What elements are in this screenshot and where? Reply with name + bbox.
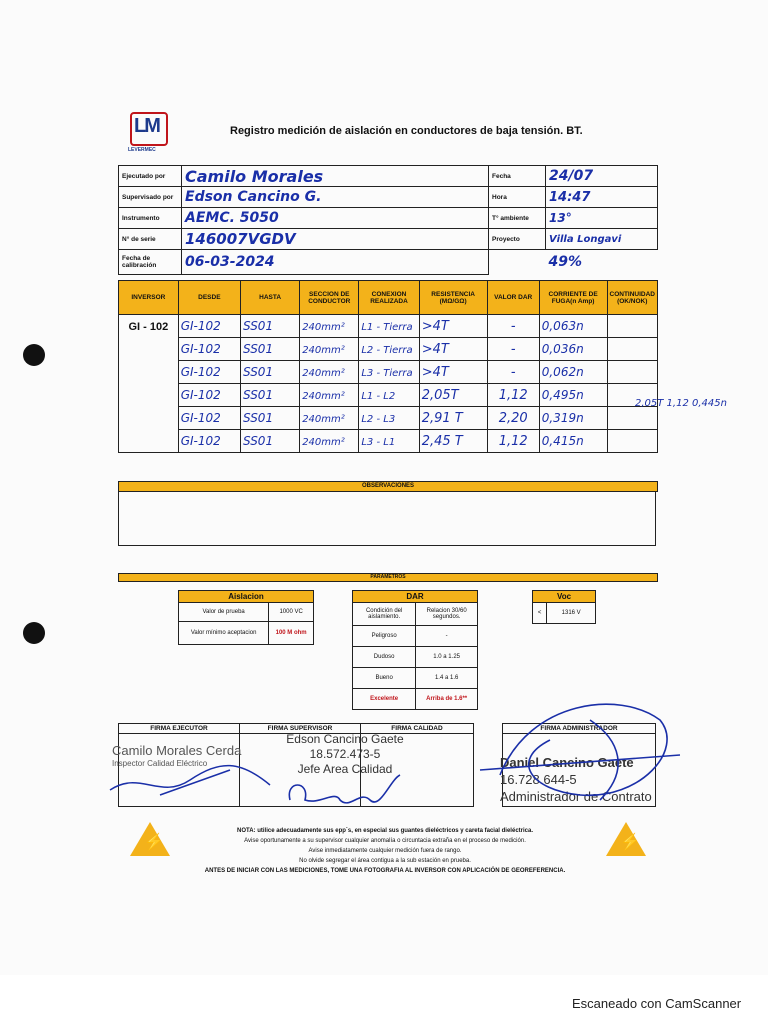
ejecutor-sub: Inspector Calidad Eléctrico <box>112 759 208 768</box>
admin-role: Administrador de Contrato <box>500 789 652 804</box>
seccion-cell: 240mm² <box>302 322 345 333</box>
conexion-cell: L2 - L3 <box>361 414 396 425</box>
hasta-cell: SS01 <box>243 411 274 425</box>
proyecto-value: Villa Longavi <box>549 233 622 245</box>
dar-table <box>352 590 478 710</box>
conexion-cell: L3 - L1 <box>361 437 396 448</box>
measurement-table <box>118 280 658 453</box>
lightning-icon-right: ⚡ <box>620 834 640 851</box>
voc-table <box>532 590 596 624</box>
inversor-cell <box>119 315 179 453</box>
fecha-value: 24/07 <box>549 168 594 184</box>
col-resistencia: RESISTENCIA (MΩ/GΩ) <box>419 281 487 315</box>
fuga-cell: 0,319n <box>541 411 584 425</box>
desde-cell: GI-102 <box>180 342 221 356</box>
supervisado-value: Edson Cancino G. <box>185 189 322 205</box>
supervisado-label: Supervisado por <box>119 187 182 208</box>
conexion-cell: L1 - L2 <box>361 391 396 402</box>
col-desde: DESDE <box>178 281 240 315</box>
col-hasta: HASTA <box>241 281 300 315</box>
observaciones-title: OBSERVACIONES <box>118 481 658 492</box>
dar-cell: 2,20 <box>498 411 528 426</box>
ejecutor-name: Camilo Morales Cerda <box>112 743 242 758</box>
desde-cell: GI-102 <box>180 434 221 448</box>
ejecutor-signature <box>100 740 300 810</box>
table-row <box>119 315 658 338</box>
aislacion-label: Valor mínimo aceptacion <box>179 622 269 645</box>
col-continuidad: CONTINUIDAD (OK/NOK) <box>607 281 658 315</box>
col-conexion: CONEXION REALIZADA <box>359 281 419 315</box>
desde-cell: GI-102 <box>180 319 221 333</box>
inversor-value: GI - 102 <box>128 321 169 333</box>
resistencia-cell: 2,91 T <box>421 411 463 426</box>
seccion-cell: 240mm² <box>302 391 345 402</box>
conexion-cell: L3 - Tierra <box>361 368 413 379</box>
page-title: Registro medición de aislación en conductores de baja tensión. BT. <box>230 125 583 137</box>
seccion-cell: 240mm² <box>302 437 345 448</box>
hasta-cell: SS01 <box>243 365 274 379</box>
col-seccion: SECCION DE CONDUCTOR <box>300 281 359 315</box>
dar-label: Dudoso <box>353 647 416 668</box>
note-line: ANTES DE INICIAR CON LAS MEDICIONES, TOME UNA FOTOGRAFIA AL INVERSOR CON APLICACIÓN DE GEOREFERENCIA. <box>204 868 566 874</box>
firma-admin-title: FIRMA ADMINISTRADOR <box>503 724 656 734</box>
continuidad-cell <box>607 338 658 361</box>
proyecto-label: Proyecto <box>489 229 546 250</box>
seccion-cell: 240mm² <box>302 345 345 356</box>
table-row <box>119 361 658 384</box>
voc-symbol: < <box>533 603 547 624</box>
voc-title: Voc <box>533 591 596 603</box>
note-line: NOTA: utilice adecuadamente sus epp´s, en especial sus guantes dieléctricos y careta facial dieléctrica. <box>236 828 533 834</box>
instrumento-label: Instrumento <box>119 208 182 229</box>
dar-label: Bueno <box>353 668 416 689</box>
resistencia-cell: >4T <box>421 319 449 334</box>
aislacion-value: 1000 VC <box>269 603 314 622</box>
resistencia-cell: >4T <box>421 365 449 380</box>
temp-label: T° ambiente <box>489 208 546 229</box>
dar-label: Excelente <box>353 689 416 710</box>
firma-ejecutor-title: FIRMA EJECUTOR <box>119 724 240 734</box>
continuidad-cell <box>607 430 658 453</box>
conexion-cell: L1 - Tierra <box>361 322 413 333</box>
ejecutado-label: Ejecutado por <box>119 166 182 187</box>
conexion-cell: L2 - Tierra <box>361 345 413 356</box>
dar-value: 1.4 a 1.6 <box>416 668 478 689</box>
supervisor-signature <box>280 770 410 820</box>
fuga-cell: 0,036n <box>541 342 584 356</box>
dar-value: Arriba de 1.6** <box>416 689 478 710</box>
logo-subtext: LEVERMEC <box>128 147 156 153</box>
aislacion-title: Aislacion <box>179 591 314 603</box>
table-row <box>119 430 658 453</box>
admin-rut: 16.728.644-5 <box>500 772 577 787</box>
dar-cell: - <box>510 365 516 380</box>
administrador-signature <box>470 680 690 820</box>
instrumento-value: AEMC. 5050 <box>185 210 279 226</box>
safety-notes <box>170 826 600 876</box>
table-row <box>119 384 658 407</box>
firma-supervisor-title: FIRMA SUPERVISOR <box>240 724 361 734</box>
measurement-rows <box>119 315 658 453</box>
fuga-cell: 0,063n <box>541 319 584 333</box>
seccion-cell: 240mm² <box>302 414 345 425</box>
note-line: No olvide segregar el área contigua a la sub estación en prueba. <box>299 858 471 864</box>
camscanner-label: Escaneado con CamScanner <box>572 996 742 1011</box>
note-line: Avise inmediatamente cualquier medición fuera de rango. <box>308 848 462 854</box>
resistencia-cell: 2,45 T <box>421 434 463 449</box>
dar-value: Relacion 30/60 segundos. <box>416 603 478 626</box>
logo-mark: LM <box>134 115 159 137</box>
note-line: Avise oportunamente a su supervisor cualquier anomalía o circuntacia extraña en el proceso de medición. <box>244 838 526 844</box>
seccion-cell: 240mm² <box>302 368 345 379</box>
dar-label: Condición del aislamiento. <box>353 603 416 626</box>
supervisor-name: Edson Cancino Gaete <box>286 732 404 746</box>
firma-calidad-title: FIRMA CALIDAD <box>361 724 474 734</box>
desde-cell: GI-102 <box>180 388 221 402</box>
fuga-cell: 0,495n <box>541 388 584 402</box>
temp-value: 13° <box>549 211 572 225</box>
hasta-cell: SS01 <box>243 388 274 402</box>
table-row <box>119 407 658 430</box>
col-inversor: INVERSOR <box>119 281 179 315</box>
fuga-cell: 0,415n <box>541 434 584 448</box>
dar-cell: 1,12 <box>498 434 528 449</box>
humedad-value: 49% <box>548 254 583 271</box>
dar-label: Peligroso <box>353 626 416 647</box>
punch-hole-bottom <box>23 622 45 644</box>
hasta-cell: SS01 <box>243 342 274 356</box>
desde-cell: GI-102 <box>180 365 221 379</box>
levermec-logo <box>128 112 170 154</box>
admin-name: Daniel Cancino Gaete <box>500 755 634 770</box>
hora-value: 14:47 <box>549 189 591 205</box>
dar-cell: - <box>510 342 516 357</box>
continuidad-cell <box>607 407 658 430</box>
resistencia-cell: >4T <box>421 342 449 357</box>
dar-cell: - <box>510 319 516 334</box>
dar-value: - <box>416 626 478 647</box>
table-row <box>119 338 658 361</box>
ejecutado-value: Camilo Morales <box>185 166 324 186</box>
fuga-cell: 0,062n <box>541 365 584 379</box>
hasta-cell: SS01 <box>243 434 274 448</box>
aislacion-value: 100 M ohm <box>269 622 314 645</box>
dar-value: 1.0 a 1.25 <box>416 647 478 668</box>
hasta-cell: SS01 <box>243 319 274 333</box>
fecha-label: Fecha <box>489 166 546 187</box>
calibracion-label: Fecha de calibración <box>119 250 182 275</box>
col-dar: VALOR DAR <box>487 281 539 315</box>
resistencia-cell: 2,05T <box>421 388 459 403</box>
serie-label: N° de serie <box>119 229 182 250</box>
serie-value: 146007VGDV <box>185 230 296 248</box>
info-table <box>118 165 658 275</box>
supervisor-role: Jefe Area Calidad <box>297 762 393 776</box>
col-fuga: CORRIENTE DE FUGA(n Amp) <box>539 281 607 315</box>
parametros-title: PARAMETROS <box>118 573 658 582</box>
observaciones-box <box>118 491 656 546</box>
punch-hole-top <box>23 344 45 366</box>
side-note: 2,05T 1,12 0,445n <box>635 398 727 409</box>
desde-cell: GI-102 <box>180 411 221 425</box>
supervisor-rut: 18.572.473-5 <box>309 747 381 761</box>
voc-value: 1316 V <box>547 603 596 624</box>
aislacion-table <box>178 590 314 645</box>
dar-title: DAR <box>353 591 478 603</box>
lightning-icon-left: ⚡ <box>144 834 164 851</box>
calibracion-value: 06-03-2024 <box>185 254 275 270</box>
dar-cell: 1,12 <box>498 388 528 403</box>
hora-label: Hora <box>489 187 546 208</box>
continuidad-cell <box>607 361 658 384</box>
aislacion-label: Valor de prueba <box>179 603 269 622</box>
continuidad-cell <box>607 315 658 338</box>
